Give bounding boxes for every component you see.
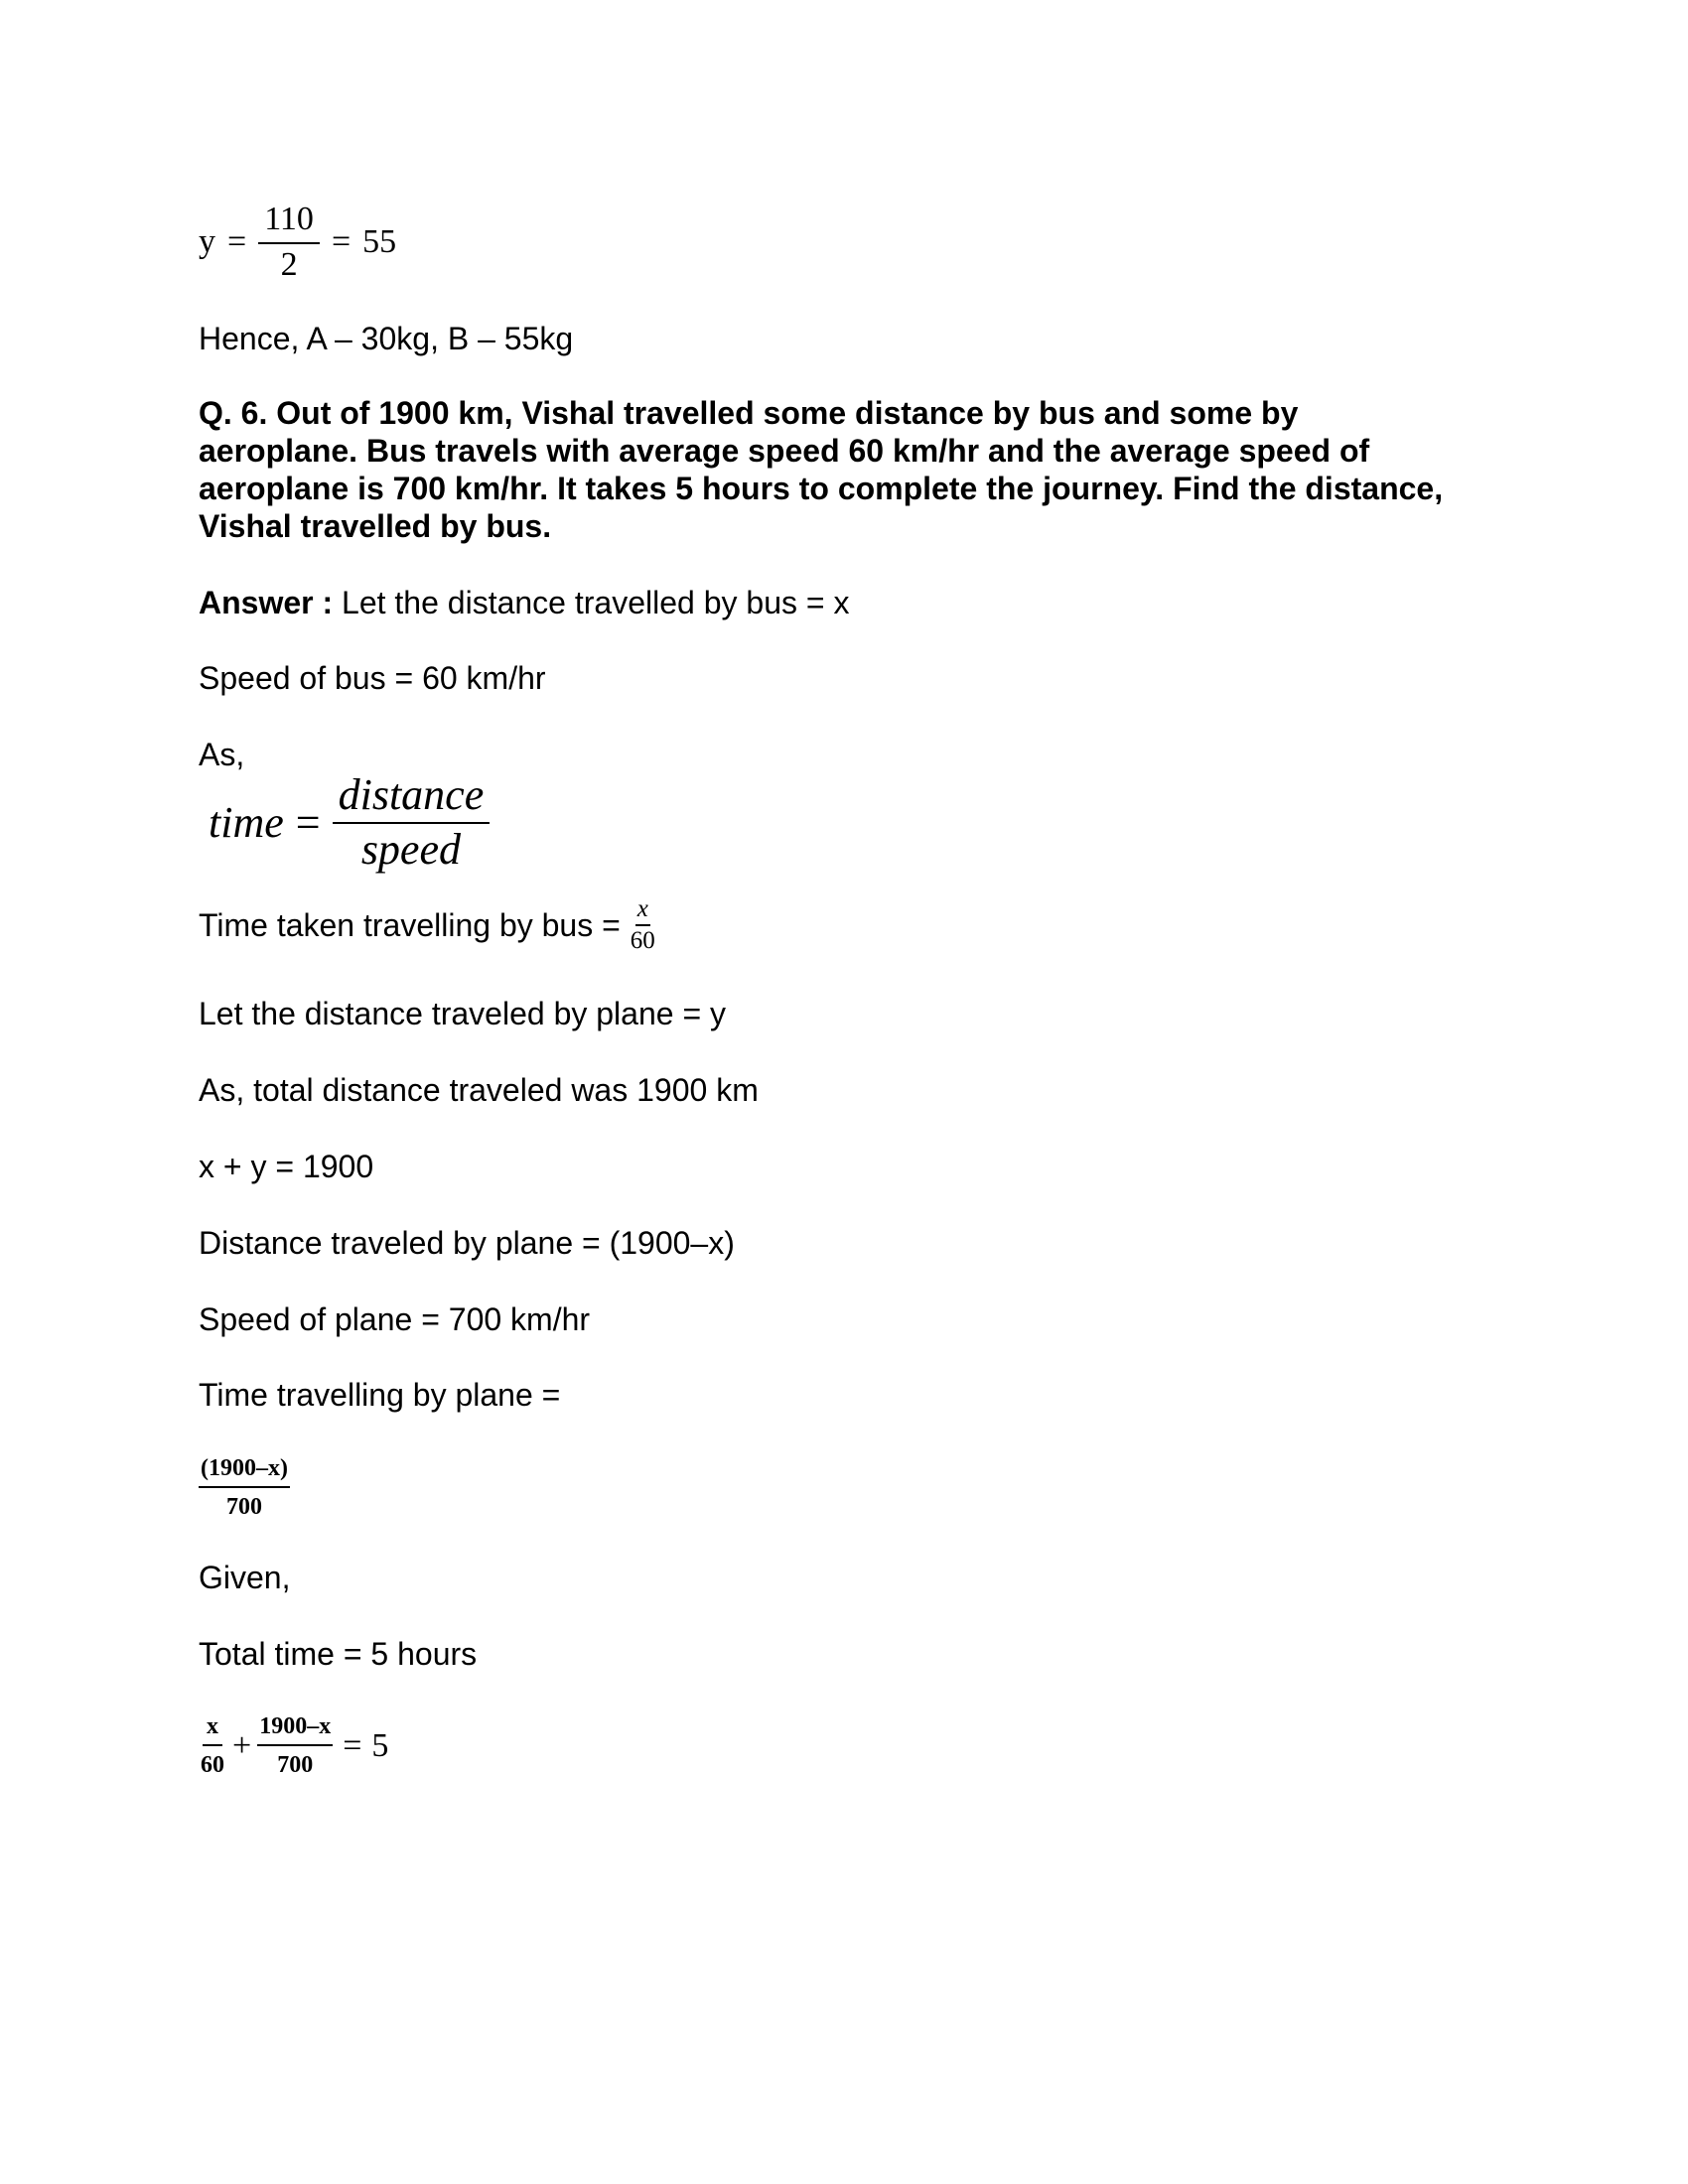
eq-y-fraction [258, 201, 320, 284]
formula-numerator: distance [333, 769, 491, 824]
time-plane-label: Time travelling by plane = [199, 1377, 561, 1413]
final-den-1: 60 [201, 1752, 224, 1778]
formula-fraction [333, 769, 491, 875]
sum-equation: x + y = 1900 [199, 1149, 374, 1184]
eq-y-denominator: 2 [280, 246, 298, 283]
time-bus-denominator: 60 [630, 927, 655, 954]
plane-distance: Distance traveled by plane = (1900–x) [199, 1225, 735, 1261]
formula-lhs: time [209, 797, 284, 847]
hence-line: Hence, A – 30kg, B – 55kg [199, 321, 574, 356]
time-plane-fraction-block [199, 1447, 290, 1529]
final-rhs: 5 [371, 1727, 389, 1764]
formula-equals: = [295, 797, 321, 847]
given-label: Given, [199, 1560, 291, 1595]
answer-text: Let the distance travelled by bus = x [333, 585, 850, 620]
formula-denominator: speed [360, 825, 461, 874]
final-fraction-1 [199, 1713, 226, 1779]
speed-of-plane: Speed of plane = 700 km/hr [199, 1301, 591, 1337]
final-equation [199, 1706, 388, 1787]
time-formula [209, 770, 490, 874]
eq-y-equals-1: = [227, 223, 247, 260]
question-6: Q. 6. Out of 1900 km, Vishal travelled some distance by bus and some by aeroplane. Bus travels with average speed 60 km/hr and the average speed of aeroplane is 700 km/hr. It takes 5 hours to complete the journey. Find the distance, Vishal travelled by bus. [199, 395, 1444, 544]
final-equals: = [343, 1727, 362, 1764]
time-bus-text: Time taken travelling by bus = [199, 907, 621, 943]
as-label-1: As, [199, 737, 245, 772]
total-distance: As, total distance traveled was 1900 km [199, 1072, 759, 1108]
time-plane-numerator: (1900–x) [199, 1455, 290, 1488]
time-bus-numerator: x [635, 894, 650, 926]
equation-y [199, 195, 396, 290]
final-plus: + [232, 1727, 252, 1764]
final-fraction-2 [257, 1713, 333, 1779]
eq-y-numerator: 110 [258, 201, 320, 244]
answer-line [199, 584, 849, 621]
answer-label: Answer : [199, 585, 334, 620]
let-plane-distance: Let the distance traveled by plane = y [199, 996, 727, 1031]
final-den-2: 700 [277, 1752, 314, 1778]
eq-y-rhs: 55 [362, 223, 397, 260]
time-bus-fraction [629, 894, 657, 956]
time-bus-line [199, 889, 657, 961]
total-time: Total time = 5 hours [199, 1636, 478, 1672]
time-plane-denominator: 700 [225, 1494, 262, 1520]
time-plane-fraction [199, 1455, 290, 1521]
final-num-1: x [203, 1713, 222, 1746]
speed-of-bus: Speed of bus = 60 km/hr [199, 660, 546, 696]
eq-y-lhs: y [199, 223, 215, 260]
final-num-2: 1900–x [257, 1713, 333, 1746]
eq-y-equals-2: = [331, 223, 352, 260]
